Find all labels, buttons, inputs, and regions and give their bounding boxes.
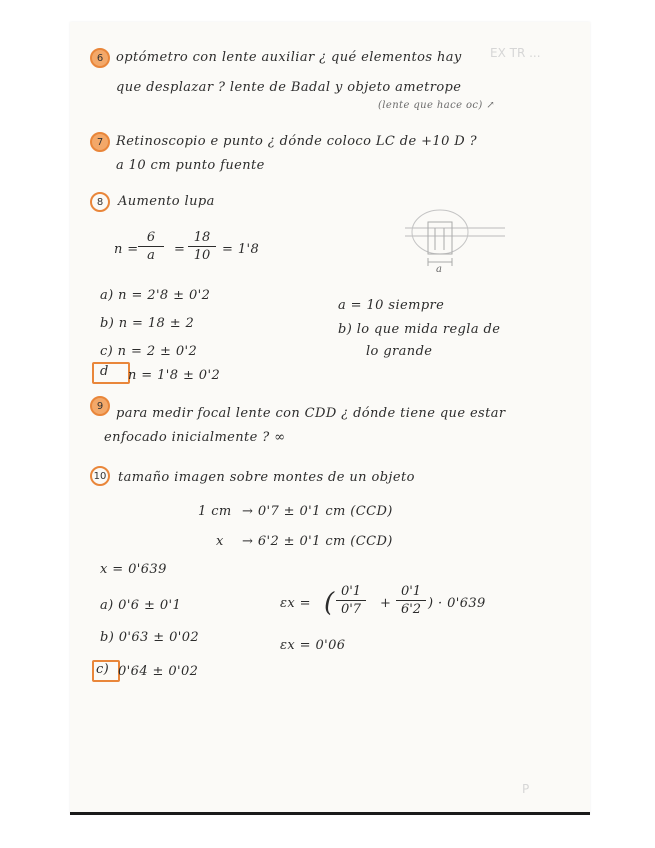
q8-option-c: c) n = 2 ± 0'2 [100,344,198,359]
q8-eq-sign: = [174,242,186,257]
q10-row-2-b: → 6'2 ± 0'1 cm (CCD) [242,534,393,549]
q10-option-b: b) 0'63 ± 0'02 [100,630,200,645]
question-6-number: 6 [90,48,110,68]
q8-note-2: b) lo que mida regla de [338,322,501,337]
q10-error-fraction-1-num: 0'1 [340,584,362,599]
lens-diagram [400,202,510,282]
bleed-through-text: EX TR ... [490,46,541,60]
question-8-number: 8 [90,192,110,212]
q8-note-3: lo grande [366,344,433,359]
q6-line-1: optómetro con lente auxiliar ¿ qué elementos hay [116,50,462,65]
q10-error-fraction-2-num: 0'1 [400,584,422,599]
q10-error-fraction-1 [336,584,366,617]
question-7-number: 7 [90,132,110,152]
q8-option-b: b) n = 18 ± 2 [100,316,195,331]
q6-note: (lente que hace oc) ↗ [378,100,496,111]
q8-fraction-1-num: 6 [146,230,156,245]
q8-fraction-1 [138,230,164,263]
q9-line-1: para medir focal lente con CDD ¿ dónde tiene que estar [116,406,506,421]
q7-line-2: a 10 cm punto fuente [116,158,265,173]
q8-fraction-2-num: 18 [193,230,211,245]
q10-option-a: a) 0'6 ± 0'1 [100,598,182,613]
q8-option-d: n = 1'8 ± 0'2 [128,368,221,383]
bleed-through-text: P [522,782,530,796]
q8-option-a: a) n = 2'8 ± 0'2 [100,288,211,303]
q8-option-d-letter: d [100,364,109,379]
q8-note-1: a = 10 siempre [338,298,445,313]
q7-line-1: Retinoscopio e punto ¿ dónde coloco LC de +10 D ? [116,134,478,149]
q10-error-paren-open: ( [324,588,335,618]
notebook-page [70,22,590,814]
q10-option-c-letter: c) [96,662,110,677]
q8-eq-rhs: = 1'8 [222,242,260,257]
q10-option-c: 0'64 ± 0'02 [118,664,199,679]
q10-x-value: x = 0'639 [100,562,167,577]
q10-error-fraction-1-den: 0'7 [340,602,362,617]
q8-option-d-highlight [92,362,130,384]
q6-line-2: que desplazar ? lente de Badal y objeto ametrope [116,80,462,95]
q8-fraction-1-den: a [147,248,155,263]
q8-fraction-2-den: 10 [193,248,211,263]
q8-title: Aumento lupa [118,194,215,209]
q8-eq-lhs: n = [114,242,139,257]
q8-fraction-2 [188,230,216,263]
q10-row-2-a: x [216,534,224,549]
lens-diagram-label: a [436,264,443,275]
q10-error-fraction-2-den: 6'2 [400,602,422,617]
q10-error-fraction-2 [396,584,426,617]
q10-line-1: tamaño imagen sobre montes de un objeto [118,470,415,485]
q10-row-1-b: → 0'7 ± 0'1 cm (CCD) [242,504,393,519]
scan-edge-line [70,812,590,815]
q10-error-result: εx = 0'06 [280,638,346,653]
question-10-number: 10 [90,466,110,486]
q10-error-plus: + [380,596,392,611]
q9-line-2: enfocado inicialmente ? ∞ [104,430,286,445]
q10-error-lhs: εx = [280,596,311,611]
q10-error-tail: ) · 0'639 [428,596,486,611]
q10-row-1-a: 1 cm [198,504,232,519]
question-9-number: 9 [90,396,110,416]
